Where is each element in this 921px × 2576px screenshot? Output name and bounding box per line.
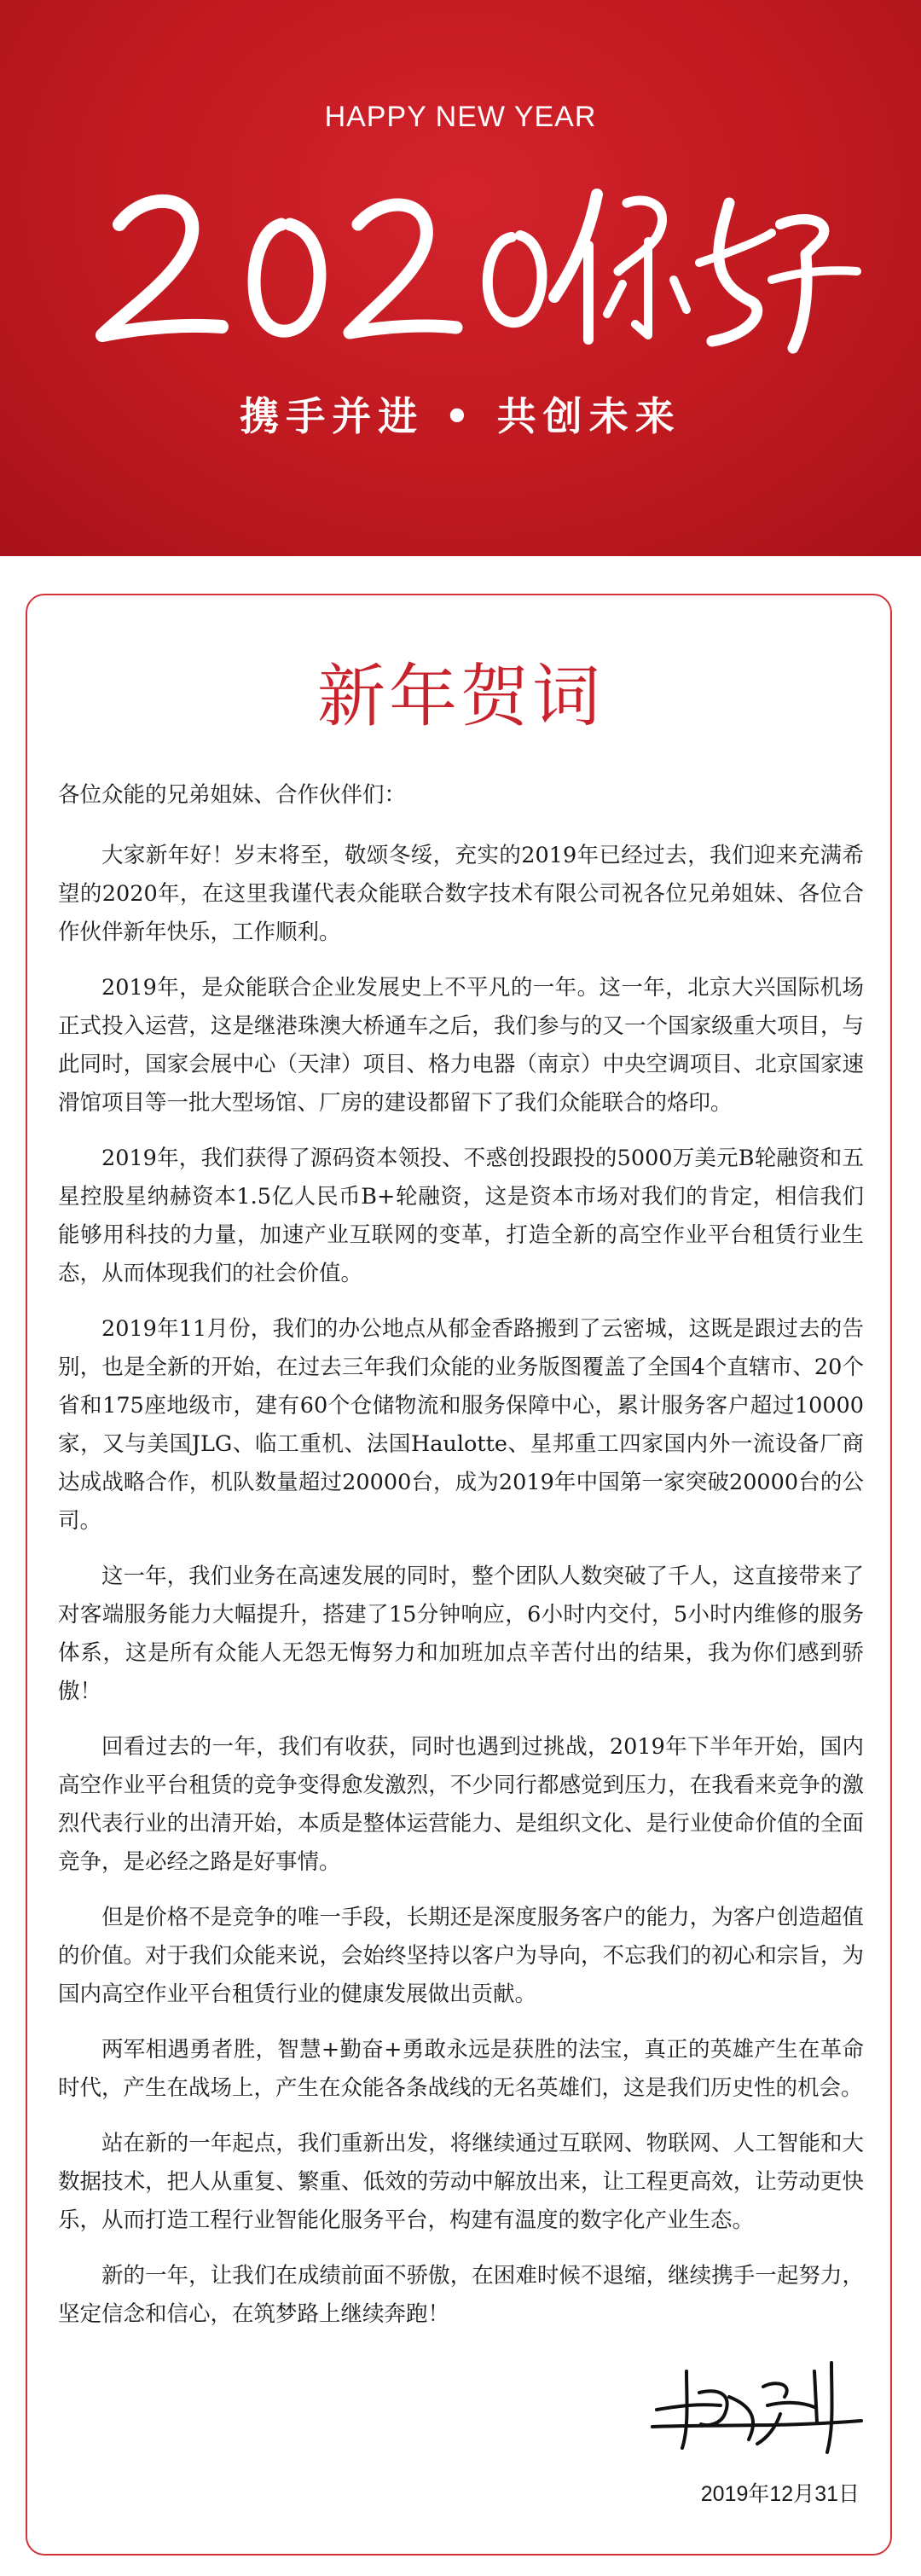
paragraph: 回看过去的一年，我们有收获，同时也遇到过挑战，2019年下半年开始，国内高空作业平台租赁的竞争变得愈发激烈，不少同行都感觉到压力，在我看来竞争的激烈代表行业的出清开始，本质是整体运营能力、是组织文化、是行业使命价值的全面竞争，是必经之路是好事情。 [58, 1734, 864, 1875]
paragraph: 大家新年好！岁末将至，敬颂冬绥，充实的2019年已经过去，我们迎来充满希望的2020年，在这里我谨代表众能联合数字技术有限公司祝各位兄弟姐妹、各位合作伙伴新年快乐，工作顺利。 [58, 843, 864, 945]
slogan-text: 携手并进 • 共创未来 [240, 393, 681, 439]
letter-body [58, 776, 864, 2351]
paragraph: 2019年，我们获得了源码资本领投、不惑创投跟投的5000万美元B轮融资和五星控股星纳赫资本1.5亿人民币B+轮融资，这是资本市场对我们的肯定，相信我们能够用科技的力量，加速产业互联网的变革，打造全新的高空作业平台租赁行业生态，从而体现我们的社会价值。 [58, 1146, 864, 1286]
paragraph: 2019年，是众能联合企业发展史上不平凡的一年。这一年，北京大兴国际机场正式投入运营，这是继港珠澳大桥通车之后，我们参与的又一个国家级重大项目，与此同时，国家会展中心（天津）项目、格力电器（南京）中央空调项目、北京国家速滑馆项目等一批大型场馆、厂房的建设都留下了我们众能联合的烙印。 [58, 975, 864, 1116]
happy-new-year-text: HAPPY NEW YEAR [324, 101, 597, 133]
paragraph: 这一年，我们业务在高速发展的同时，整个团队人数突破了千人，这直接带来了对客端服务能力大幅提升，搭建了15分钟响应，6小时内交付，5小时内维修的服务体系，这是所有众能人无怨无悔努力和加班加点辛苦付出的结果，我为你们感到骄傲！ [58, 1564, 864, 1704]
calligraphy-2020-title [0, 143, 921, 365]
letter-title: 新年贺词 [317, 657, 604, 736]
letter-date: 2019年12月31日 [700, 2482, 860, 2506]
paragraph: 新的一年，让我们在成绩前面不骄傲，在困难时候不退缩，继续携手一起努力，坚定信念和信心，在筑梦路上继续奔跑！ [58, 2263, 864, 2327]
paragraph: 站在新的一年起点，我们重新出发，将继续通过互联网、物联网、人工智能和大数据技术，把人从重复、繁重、低效的劳动中解放出来，让工程更高效，让劳动更快乐，从而打造工程行业智能化服务平台，构建有温度的数字化产业生态。 [58, 2131, 864, 2233]
paragraph: 两军相遇勇者胜，智慧+勤奋+勇敢永远是获胜的法宝，真正的英雄产生在革命时代，产生在战场上，产生在众能各条战线的无名英雄们，这是我们历史性的机会。 [58, 2037, 864, 2101]
paragraph: 但是价格不是竞争的唯一手段，长期还是深度服务客户的能力，为客户创造超值的价值。对于我们众能来说，会始终坚持以客户为导向，不忘我们的初心和宗旨，为国内高空作业平台租赁行业的健康发展做出贡献。 [58, 1905, 864, 2007]
paragraph: 2019年11月份，我们的办公地点从郁金香路搬到了云密城，这既是跟过去的告别，也是全新的开始，在过去三年我们众能的业务版图覆盖了全国4个直辖市、20个省和175座地级市，建有60个仓储物流和服务保障中心，累计服务客户超过10000家，又与美国JLG、临工重机、法国Haulotte、星邦重工四家国内外一流设备厂商达成战略合作，机队数量超过20000台，成为2019年中国第一家突破20000台的公司。 [58, 1316, 864, 1534]
header-banner [0, 0, 921, 556]
handwritten-signature [648, 2346, 870, 2457]
letter-greeting: 各位众能的兄弟姐妹、合作伙伴们： [58, 782, 407, 808]
